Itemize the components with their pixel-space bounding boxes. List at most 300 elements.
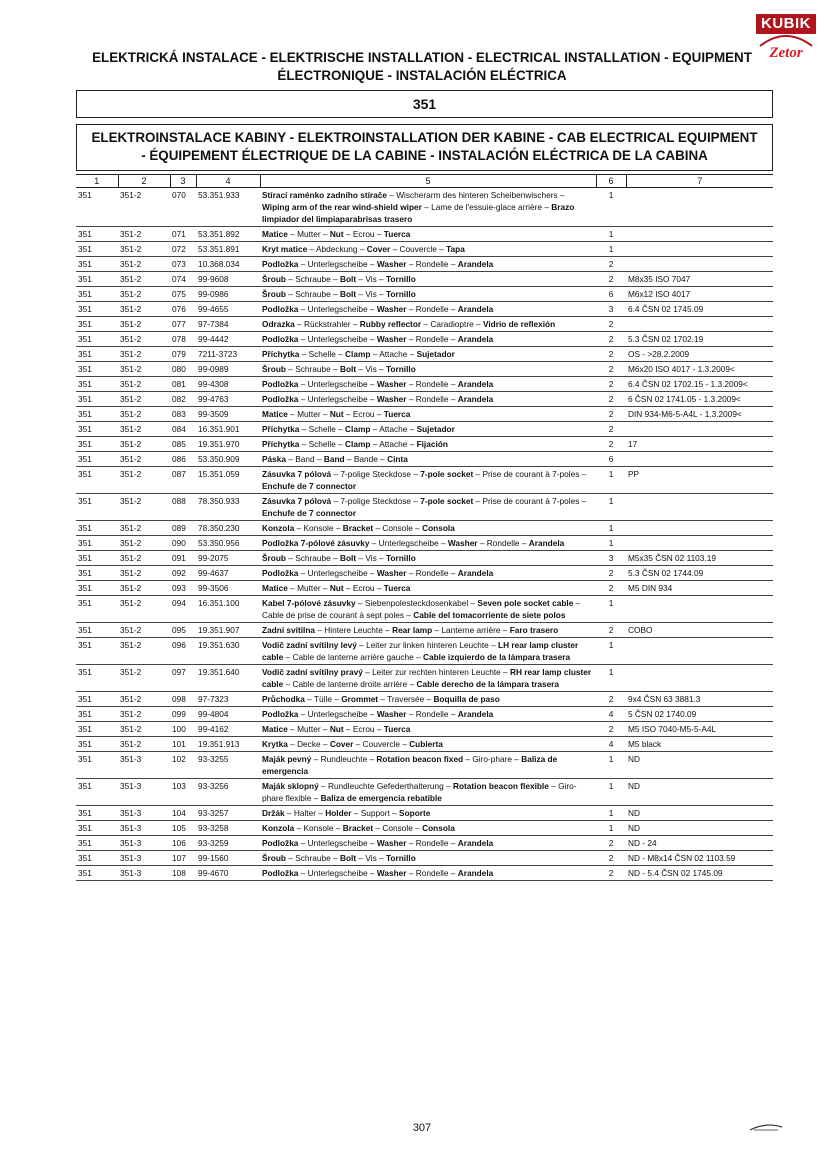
de-name: Schelle [308, 349, 336, 359]
cell-c4: 99-3506 [196, 581, 260, 596]
cell-c3: 087 [170, 467, 196, 494]
note-cell: M6x20 ISO 4017 - 1.3.2009< [626, 362, 773, 377]
cell-c4: 99-4162 [196, 722, 260, 737]
description-cell: Šroub – Schraube – Bolt – Vis – Tornillo [260, 851, 596, 866]
fr-name: Ecrou [352, 583, 375, 593]
de-name: Wischerarm des hinteren Scheibenwischers [396, 190, 558, 200]
cell-c2: 351-3 [118, 851, 170, 866]
cell-c2: 351-2 [118, 581, 170, 596]
cell-c2: 351-3 [118, 806, 170, 821]
cz-name: Páska [262, 454, 286, 464]
description-cell: Vodič zadní svítilny levý – Leiter zur linken hinteren Leuchte – LH rear lamp cluster cable – Cable de lanterne arrière gauche – Cable izquierdo de la lámpara trasera [260, 638, 596, 665]
en-name: Nut [329, 583, 344, 593]
note-cell: 6 ČSN 02 1741.05 - 1.3.2009< [626, 392, 773, 407]
cell-c1: 351 [76, 596, 118, 623]
cz-name: Šroub [262, 853, 286, 863]
table-row [76, 377, 773, 392]
en-name: Cover [329, 739, 354, 749]
cz-name: Podložka [262, 379, 299, 389]
es-name: Arandela [457, 394, 494, 404]
cell-c4: 53.350.956 [196, 536, 260, 551]
column-header: 6 [596, 175, 626, 188]
de-name: Schelle [308, 439, 336, 449]
table-row [76, 638, 773, 665]
fr-name: Lanterne arrière [441, 625, 501, 635]
quantity-cell: 3 [596, 551, 626, 566]
cell-c1: 351 [76, 665, 118, 692]
cell-c1: 351 [76, 566, 118, 581]
cz-name: Konzola [262, 823, 295, 833]
en-name: Nut [329, 724, 344, 734]
en-name: Clamp [345, 439, 371, 449]
de-name: Schelle [308, 424, 336, 434]
cell-c1: 351 [76, 836, 118, 851]
quantity-cell: 2 [596, 347, 626, 362]
fr-name: Cable de prise de courant à sept poles [262, 610, 405, 620]
cell-c2: 351-3 [118, 779, 170, 806]
en-name: Bolt [339, 364, 357, 374]
es-name: Sujetador [416, 349, 455, 359]
cell-c3: 071 [170, 227, 196, 242]
es-name: Tuerca [383, 583, 411, 593]
quantity-cell: 2 [596, 581, 626, 596]
en-name: Nut [329, 229, 344, 239]
note-cell: 17 [626, 437, 773, 452]
en-name: Washer [376, 379, 407, 389]
de-name: Band [295, 454, 315, 464]
quantity-cell: 2 [596, 566, 626, 581]
quantity-cell: 2 [596, 272, 626, 287]
table-row [76, 317, 773, 332]
table-row [76, 332, 773, 347]
cz-name: Matice [262, 229, 288, 239]
cell-c3: 078 [170, 332, 196, 347]
en-name: Washer [376, 259, 407, 269]
description-cell: Konzola – Konsole – Bracket – Console – Consola [260, 521, 596, 536]
note-cell: 6.4 ČSN 02 1745.09 [626, 302, 773, 317]
en-name: Washer [376, 394, 407, 404]
quantity-cell: 3 [596, 302, 626, 317]
quantity-cell: 2 [596, 332, 626, 347]
en-name: Grommet [341, 694, 379, 704]
es-name: Arandela [457, 568, 494, 578]
es-name: Tornillo [385, 853, 416, 863]
cell-c2: 351-2 [118, 638, 170, 665]
cell-c2: 351-2 [118, 377, 170, 392]
cell-c1: 351 [76, 377, 118, 392]
cz-name: Odrazka [262, 319, 295, 329]
es-name: Cable izquierdo de la lámpara trasera [423, 652, 571, 662]
cell-c1: 351 [76, 437, 118, 452]
note-cell [626, 665, 773, 692]
quantity-cell: 1 [596, 596, 626, 623]
cell-c4: 15.351.059 [196, 467, 260, 494]
cell-c4: 99-4804 [196, 707, 260, 722]
fr-name: Vis [365, 853, 377, 863]
cell-c4: 99-0989 [196, 362, 260, 377]
de-name: Unterlegscheibe [307, 868, 368, 878]
en-name: Cover [366, 244, 391, 254]
cell-c2: 351-2 [118, 227, 170, 242]
cell-c4: 93-3256 [196, 779, 260, 806]
cell-c1: 351 [76, 272, 118, 287]
cell-c1: 351 [76, 692, 118, 707]
cell-c4: 19.351.640 [196, 665, 260, 692]
cell-c2: 351-2 [118, 494, 170, 521]
parts-table [76, 174, 773, 881]
group-title-line-1: ELEKTROINSTALACE KABINY - ELEKTROINSTALLATION DER KABINE - CAB ELECTRICAL EQUIPMENT [91, 130, 758, 145]
description-cell: Příchytka – Schelle – Clamp – Attache – Sujetador [260, 347, 596, 362]
description-cell: Podložka – Unterlegscheibe – Washer – Rondelle – Arandela [260, 836, 596, 851]
cell-c4: 53.350.909 [196, 452, 260, 467]
cell-c2: 351-3 [118, 821, 170, 836]
de-name: Unterlegscheibe [307, 379, 368, 389]
cell-c2: 351-2 [118, 422, 170, 437]
table-row [76, 836, 773, 851]
es-name: Brazo limpiador del limpiaparabrisas trasero [262, 202, 575, 224]
description-cell: Zásuvka 7 pólová – 7-polige Steckdose – 7-pole socket – Prise de courant à 7-poles – Enchufe de 7 connector [260, 494, 596, 521]
en-name: Bolt [339, 553, 357, 563]
note-cell: 6.4 ČSN 02 1702.15 - 1.3.2009< [626, 377, 773, 392]
en-name: Rubby reflector [359, 319, 422, 329]
cell-c2: 351-2 [118, 407, 170, 422]
cell-c4: 99-1560 [196, 851, 260, 866]
quantity-cell: 4 [596, 737, 626, 752]
description-cell: Podložka – Unterlegscheibe – Washer – Rondelle – Arandela [260, 566, 596, 581]
fr-name: Rondelle [415, 709, 449, 719]
cz-name: Podložka [262, 304, 299, 314]
cell-c1: 351 [76, 581, 118, 596]
fr-name: Support [360, 808, 390, 818]
note-cell: ND - M8x14 ČSN 02 1103.59 [626, 851, 773, 866]
cz-name: Podložka [262, 838, 299, 848]
table-row [76, 866, 773, 881]
es-name: Baliza de emergencia rebatible [320, 793, 442, 803]
description-cell: Vodič zadní svítilny pravý – Leiter zur rechten hinteren Leuchte – RH rear lamp cluster cable – Cable de lanterne droite arrière – Cable derecho de la lámpara trasera [260, 665, 596, 692]
quantity-cell: 1 [596, 467, 626, 494]
de-name: Konsole [303, 523, 334, 533]
fr-name: Rondelle [415, 838, 449, 848]
es-name: Consola [422, 523, 455, 533]
cz-name: Kryt matice [262, 244, 308, 254]
note-cell: ND - 24 [626, 836, 773, 851]
quantity-cell: 2 [596, 317, 626, 332]
table-row [76, 494, 773, 521]
table-row [76, 596, 773, 623]
table-row [76, 437, 773, 452]
quantity-cell: 1 [596, 242, 626, 257]
cell-c4: 19.351.970 [196, 437, 260, 452]
cell-c4: 93-3255 [196, 752, 260, 779]
en-name: RH rear lamp cluster cable [262, 667, 592, 689]
cell-c3: 096 [170, 638, 196, 665]
description-cell: Krytka – Decke – Cover – Couvercle – Cubierta [260, 737, 596, 752]
cz-name: Podložka [262, 334, 299, 344]
es-name: Arandela [457, 868, 494, 878]
cell-c3: 108 [170, 866, 196, 881]
description-cell: Držák – Halter – Holder – Support – Soporte [260, 806, 596, 821]
description-cell: Maják sklopný – Rundleuchte Gefederthalterung – Rotation beacon flexible – Giro-phare flexible – Baliza de emergencia rebatible [260, 779, 596, 806]
de-name: Hintere Leuchte [324, 625, 383, 635]
de-name: Schraube [295, 274, 331, 284]
cell-c4: 99-4637 [196, 566, 260, 581]
cell-c1: 351 [76, 452, 118, 467]
es-name: Arandela [528, 538, 565, 548]
en-name: Rotation beacon fixed [376, 754, 464, 764]
cell-c3: 099 [170, 707, 196, 722]
description-cell: Maják pevný – Rundleuchte – Rotation beacon fixed – Giro-phare – Baliza de emergencia [260, 752, 596, 779]
fr-name: Rondelle [415, 394, 449, 404]
cell-c2: 351-3 [118, 866, 170, 881]
note-cell [626, 452, 773, 467]
section-number: 351 [76, 90, 773, 118]
table-row [76, 779, 773, 806]
de-name: Unterlegscheibe [307, 394, 368, 404]
note-cell: OS - >28.2.2009 [626, 347, 773, 362]
fr-name: Console [382, 823, 413, 833]
table-row [76, 272, 773, 287]
cell-c1: 351 [76, 806, 118, 821]
cell-c4: 78.350.230 [196, 521, 260, 536]
cz-name: Kabel 7-pólové zásuvky [262, 598, 356, 608]
de-name: Leiter zur rechten hinteren Leuchte [372, 667, 501, 677]
cell-c3: 077 [170, 317, 196, 332]
table-row [76, 821, 773, 836]
table-row [76, 407, 773, 422]
cell-c3: 082 [170, 392, 196, 407]
description-cell: Šroub – Schraube – Bolt – Vis – Tornillo [260, 551, 596, 566]
note-cell: ND [626, 806, 773, 821]
note-cell [626, 536, 773, 551]
page-title-line-1: ELEKTRICKÁ INSTALACE - ELEKTRISCHE INSTALLATION - ELECTRICAL INSTALLATION - EQUIPMENT [92, 50, 752, 65]
cz-name: Podložka [262, 709, 299, 719]
cell-c2: 351-2 [118, 317, 170, 332]
cell-c3: 085 [170, 437, 196, 452]
note-cell: ND [626, 752, 773, 779]
de-name: Unterlegscheibe [307, 838, 368, 848]
cell-c3: 090 [170, 536, 196, 551]
cell-c3: 106 [170, 836, 196, 851]
cell-c1: 351 [76, 287, 118, 302]
table-row [76, 422, 773, 437]
cell-c4: 99-0986 [196, 287, 260, 302]
quantity-cell: 1 [596, 521, 626, 536]
cell-c3: 095 [170, 623, 196, 638]
cz-name: Matice [262, 409, 288, 419]
cz-name: Vodič zadní svítilny levý [262, 640, 357, 650]
quantity-cell: 1 [596, 779, 626, 806]
note-cell [626, 521, 773, 536]
cell-c1: 351 [76, 392, 118, 407]
cell-c1: 351 [76, 536, 118, 551]
en-name: Clamp [345, 349, 371, 359]
de-name: 7-polige Steckdose [340, 496, 411, 506]
cz-name: Šroub [262, 289, 286, 299]
cell-c1: 351 [76, 779, 118, 806]
es-name: Arandela [457, 259, 494, 269]
table-row [76, 566, 773, 581]
group-title [76, 124, 773, 171]
es-name: Cable derecho de la lámpara trasera [416, 679, 560, 689]
column-header: 1 [76, 175, 118, 188]
cell-c2: 351-2 [118, 521, 170, 536]
cell-c3: 105 [170, 821, 196, 836]
note-cell: PP [626, 467, 773, 494]
de-name: Rückstrahler [303, 319, 351, 329]
cz-name: Matice [262, 724, 288, 734]
description-cell: Matice – Mutter – Nut – Ecrou – Tuerca [260, 581, 596, 596]
cell-c4: 19.351.913 [196, 737, 260, 752]
fr-name: Vis [365, 289, 377, 299]
fr-name: Bande [353, 454, 378, 464]
quantity-cell: 2 [596, 836, 626, 851]
cell-c1: 351 [76, 422, 118, 437]
table-row [76, 362, 773, 377]
en-name: Bolt [339, 853, 357, 863]
description-cell: Kabel 7-pólové zásuvky – Siebenpolesteckdosenkabel – Seven pole socket cable – Cable de prise de courant à sept poles – Cable del tomacorriente de siete polos [260, 596, 596, 623]
de-name: Mutter [297, 724, 321, 734]
en-name: Bolt [339, 289, 357, 299]
en-name: Bracket [342, 523, 374, 533]
fr-name: Attache [379, 424, 408, 434]
es-name: Boquilla de paso [433, 694, 500, 704]
de-name: Mutter [297, 229, 321, 239]
cell-c1: 351 [76, 227, 118, 242]
es-name: Enchufe de 7 connector [262, 481, 357, 491]
note-cell: DIN 934-M6-5-A4L - 1.3.2009< [626, 407, 773, 422]
cell-c4: 99-4763 [196, 392, 260, 407]
cz-name: Šroub [262, 364, 286, 374]
quantity-cell: 1 [596, 752, 626, 779]
cell-c1: 351 [76, 467, 118, 494]
cell-c1: 351 [76, 821, 118, 836]
cz-name: Zadní svítilna [262, 625, 316, 635]
cell-c4: 10.368.034 [196, 257, 260, 272]
cell-c3: 086 [170, 452, 196, 467]
description-cell: Kryt matice – Abdeckung – Cover – Couvercle – Tapa [260, 242, 596, 257]
de-name: Unterlegscheibe [307, 334, 368, 344]
cell-c4: 16.351.901 [196, 422, 260, 437]
fr-name: Rondelle [415, 259, 449, 269]
de-name: Schraube [295, 853, 331, 863]
table-row [76, 623, 773, 638]
de-name: Decke [297, 739, 321, 749]
fr-name: Cable de lanterne droite arrière [292, 679, 408, 689]
quantity-cell: 2 [596, 392, 626, 407]
es-name: Arandela [457, 379, 494, 389]
cz-name: Příchytka [262, 439, 300, 449]
cell-c4: 19.351.630 [196, 638, 260, 665]
column-header: 3 [170, 175, 196, 188]
description-cell: Podložka – Unterlegscheibe – Washer – Rondelle – Arandela [260, 377, 596, 392]
cz-name: Podložka 7-pólové zásuvky [262, 538, 370, 548]
fr-name: Vis [365, 274, 377, 284]
cell-c4: 53.351.933 [196, 188, 260, 227]
cell-c2: 351-2 [118, 692, 170, 707]
cell-c3: 075 [170, 287, 196, 302]
cell-c2: 351-2 [118, 392, 170, 407]
cell-c1: 351 [76, 737, 118, 752]
cell-c4: 99-2075 [196, 551, 260, 566]
cell-c3: 083 [170, 407, 196, 422]
note-cell [626, 188, 773, 227]
fr-name: Attache [379, 439, 408, 449]
note-cell [626, 422, 773, 437]
note-cell: 5.3 ČSN 02 1744.09 [626, 566, 773, 581]
description-cell: Matice – Mutter – Nut – Ecrou – Tuerca [260, 227, 596, 242]
cell-c4: 97-7323 [196, 692, 260, 707]
note-cell [626, 596, 773, 623]
es-name: Tornillo [385, 553, 416, 563]
quantity-cell: 6 [596, 452, 626, 467]
cell-c4: 97-7384 [196, 317, 260, 332]
de-name: Unterlegscheibe [378, 538, 439, 548]
es-name: Baliza de emergencia [262, 754, 558, 776]
cell-c4: 53.351.892 [196, 227, 260, 242]
fr-name: Couvercle [399, 244, 437, 254]
cell-c1: 351 [76, 707, 118, 722]
en-name: 7-pole socket [420, 469, 474, 479]
es-name: Enchufe de 7 connector [262, 508, 357, 518]
cell-c2: 351-2 [118, 665, 170, 692]
cell-c2: 351-2 [118, 551, 170, 566]
table-row [76, 392, 773, 407]
quantity-cell: 1 [596, 806, 626, 821]
fr-name: Rondelle [486, 538, 520, 548]
quantity-cell: 2 [596, 377, 626, 392]
cz-name: Podložka [262, 568, 299, 578]
table-row [76, 665, 773, 692]
quantity-cell: 2 [596, 422, 626, 437]
cell-c3: 091 [170, 551, 196, 566]
cell-c2: 351-2 [118, 347, 170, 362]
fr-name: Prise de courant à 7-poles [482, 469, 580, 479]
cell-c1: 351 [76, 851, 118, 866]
cell-c2: 351-2 [118, 287, 170, 302]
quantity-cell: 6 [596, 287, 626, 302]
table-row [76, 452, 773, 467]
note-cell: M5x35 ČSN 02 1103.19 [626, 551, 773, 566]
cell-c3: 097 [170, 665, 196, 692]
en-name: Rotation beacon flexible [452, 781, 549, 791]
note-cell [626, 227, 773, 242]
description-cell: Zásuvka 7 pólová – 7-polige Steckdose – 7-pole socket – Prise de courant à 7-poles – Enchufe de 7 connector [260, 467, 596, 494]
page-number: 307 [412, 1122, 432, 1134]
cell-c3: 088 [170, 494, 196, 521]
table-row [76, 722, 773, 737]
table-row [76, 302, 773, 317]
cell-c2: 351-2 [118, 722, 170, 737]
fr-name: Rondelle [415, 868, 449, 878]
cell-c3: 079 [170, 347, 196, 362]
cell-c3: 074 [170, 272, 196, 287]
cell-c2: 351-2 [118, 302, 170, 317]
en-name: Washer [376, 334, 407, 344]
de-name: Unterlegscheibe [307, 568, 368, 578]
cz-name: Stírací raménko zadního stírače [262, 190, 387, 200]
cell-c1: 351 [76, 638, 118, 665]
table-row [76, 287, 773, 302]
quantity-cell: 1 [596, 188, 626, 227]
cell-c2: 351-2 [118, 566, 170, 581]
cell-c3: 081 [170, 377, 196, 392]
cell-c1: 351 [76, 317, 118, 332]
cell-c2: 351-2 [118, 332, 170, 347]
de-name: Unterlegscheibe [307, 709, 368, 719]
zetor-logo-text: Zetor [769, 45, 803, 61]
de-name: Unterlegscheibe [307, 259, 368, 269]
cz-name: Konzola [262, 523, 295, 533]
